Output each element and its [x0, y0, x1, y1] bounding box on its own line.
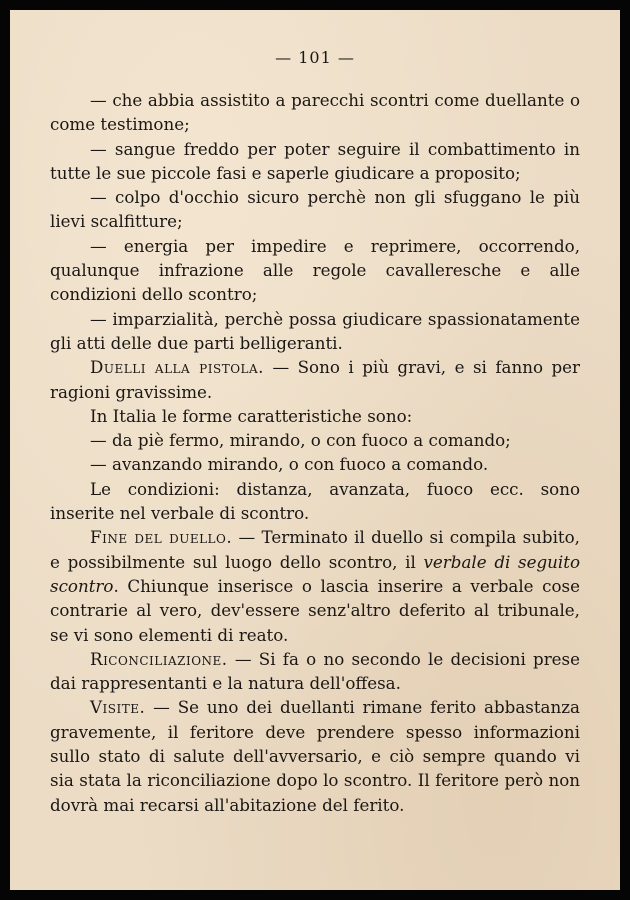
pistol-duels-text: — Sono i più gravi, e si fanno per ragioni gravissime. [50, 357, 581, 402]
paragraph-advancing-fire: — avanzando mirando, o con fuoco a comando. [90, 454, 489, 475]
paragraph-impartiality: — imparzialità, perchè possa giudicare spassionatamente gli atti delle due parti belligeranti. [50, 308, 580, 353]
body-text [50, 88, 580, 817]
paragraph-visits [50, 695, 580, 816]
paragraph-composure: — sangue freddo per poter seguire il combattimento in tutte le sue piccole fasi e saperle giudicare a proposito; [50, 138, 580, 183]
section-heading-pistol-duels: Duelli alla pistola. [90, 357, 264, 378]
section-heading-end-of-duel: Fine del duello. [90, 527, 233, 548]
section-heading-reconciliation: Riconciliazione. [90, 648, 228, 669]
page-number: — 101 — [275, 48, 355, 67]
section-heading-visits: Visite. [90, 697, 146, 718]
end-of-duel-text-before: — Terminato il duello si compila subito, e possibilmente sul luogo dello scontro, il [50, 527, 580, 572]
paragraph-sharp-eye: — colpo d'occhio sicuro perchè non gli sfuggano le più lievi scalfitture; [50, 187, 580, 232]
paragraph-pistol-duels [50, 355, 580, 404]
paragraph-end-of-duel [50, 525, 580, 646]
paragraph-experience: — che abbia assistito a parecchi scontri come duellante o come testimone; [50, 90, 580, 135]
book-page [10, 10, 620, 890]
paragraph-standing-fire: — da piè fermo, mirando, o con fuoco a comando; [90, 430, 511, 451]
end-of-duel-text-after: . Chiunque inserisce o lascia inserire a verbale cose contrarie al vero, dev'essere senz'altro deferito al tribunale, se vi sono elementi di reato. [50, 575, 580, 645]
paragraph-conditions: Le condizioni: distanza, avanzata, fuoco ecc. sono inserite nel verbale di scontro. [50, 478, 580, 524]
reconciliation-text: — Si fa o no secondo le decisioni prese dai rappresentanti e la natura dell'offesa. [50, 648, 580, 694]
visits-text: — Se uno dei duellanti rimane ferito abbastanza gravemente, il feritore deve prendere spesso informazioni sullo stato di salute dell'avversario, e ciò sempre quando vi sia stata la riconciliazione dopo lo scontro. Il feritore però non dovrà mai recarsi all'abitazione del ferito. [50, 697, 580, 815]
paragraph-reconciliation [50, 647, 580, 696]
paragraph-italy-forms: In Italia le forme caratteristiche sono: [90, 405, 413, 426]
paragraph-energy: — energia per impedire e reprimere, occorrendo, qualunque infrazione alle regole cavalleresche e alle condizioni dello scontro; [50, 235, 580, 305]
end-of-duel-italic-term: verbale di seguito scontro [50, 551, 580, 596]
